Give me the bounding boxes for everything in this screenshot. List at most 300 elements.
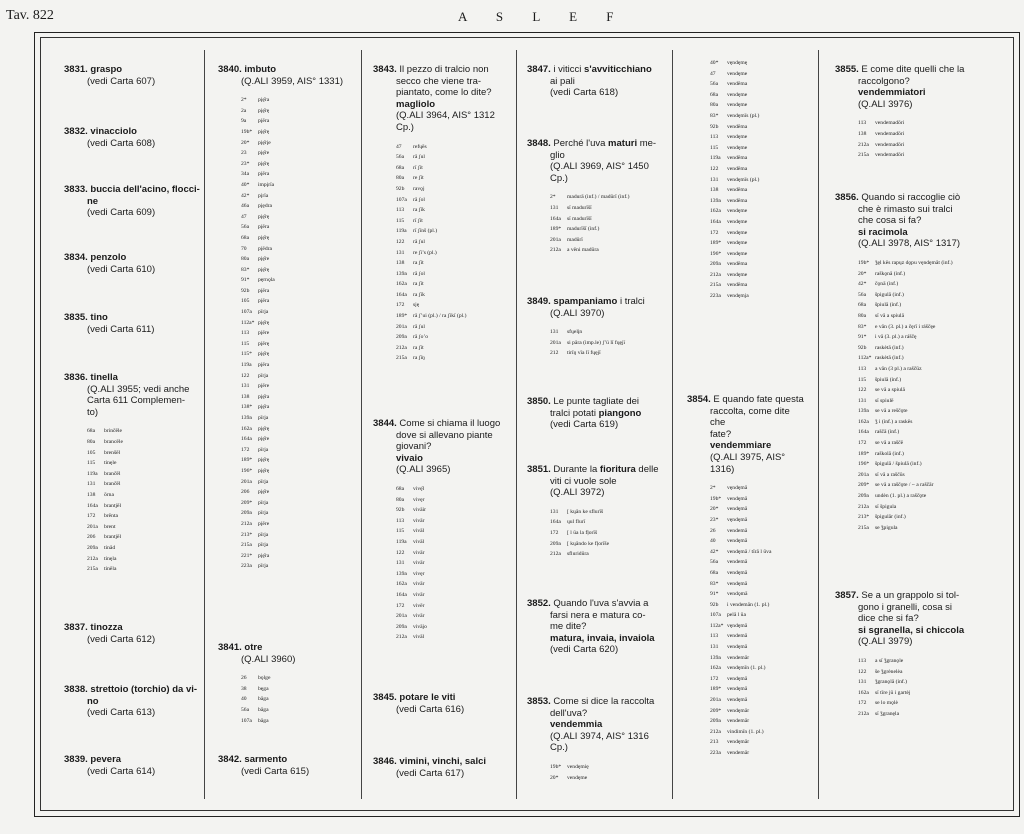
form-row (710, 727, 807, 738)
form-row (710, 143, 807, 154)
entry (64, 184, 204, 219)
dialect-form: špigulār (inf.) (875, 514, 906, 521)
locality-code: 209a (241, 510, 252, 517)
form-row (87, 479, 204, 490)
form-row (241, 318, 348, 329)
locality-code: 139a (396, 570, 407, 577)
locality-code: 221* (241, 552, 253, 559)
dialect-form: sï vā a raščūs (875, 471, 905, 478)
dialect-form: vendēma (727, 282, 748, 289)
dialect-form: sï vā a spiulā (875, 312, 905, 319)
entry-text: tralci potati piangono (550, 407, 642, 419)
dialect-form: pįę̄ra (258, 393, 270, 400)
entry-heading (527, 464, 659, 499)
entry-text: (vedi Carta 614) (87, 765, 156, 777)
dialect-form: raščā (inf.) (875, 429, 900, 436)
locality-code: 2a (241, 107, 247, 114)
dialect-form: pįērę (258, 340, 270, 347)
form-row (396, 184, 508, 195)
locality-code: 212a (710, 271, 721, 278)
entry-title-line (527, 598, 659, 610)
dialect-form: vendēma (727, 197, 748, 204)
dialect-form: pįę̄ra (258, 552, 270, 559)
entry (373, 418, 508, 643)
dialect-form: vendęme (727, 250, 748, 257)
dialect-form: rā ʃol (413, 196, 425, 203)
locality-code: 131 (396, 560, 405, 567)
entry-number: 3831. (64, 64, 88, 75)
dialect-form: pīrja (258, 510, 269, 517)
entry-number: 3832. (64, 126, 88, 137)
locality-code: 42* (241, 192, 250, 199)
entry-text: che è rimasto sui tralci (858, 203, 953, 215)
form-row (241, 424, 348, 435)
dialect-form: tirīŋ vīa lī fųęjī (567, 350, 601, 357)
form-row (710, 579, 807, 590)
locality-code: 201a (87, 523, 98, 530)
dialect-form: pįę̄rę (258, 160, 270, 167)
entry (64, 252, 204, 275)
dialect-form: i vā (3. pl.) a ráščę (875, 334, 917, 341)
entry-text: (Q.ALI 3979) (858, 636, 913, 648)
form-row (858, 269, 965, 280)
entry-heading (64, 252, 204, 275)
locality-code: 119a (87, 470, 98, 477)
locality-code: 91* (710, 591, 719, 598)
form-row (241, 116, 348, 127)
entry-number: 3843. (373, 64, 397, 75)
locality-code: 164a (396, 591, 407, 598)
locality-code: 34a (241, 171, 250, 178)
form-row (858, 523, 965, 534)
dialect-form: sï tīre jū i gartėj (875, 689, 911, 696)
form-row (396, 579, 508, 590)
locality-code: 172 (710, 675, 719, 682)
locality-code: 113 (858, 657, 867, 664)
form-row (396, 248, 508, 259)
form-row (241, 477, 348, 488)
form-row (858, 375, 965, 386)
locality-code: 138 (396, 260, 405, 267)
dialect-form: sï spiulē (875, 397, 894, 404)
dialect-form: vendēma (727, 165, 748, 172)
form-row (858, 656, 965, 667)
dialect-form: pįēre (258, 330, 270, 337)
form-row (710, 217, 807, 228)
locality-code: 113 (710, 633, 719, 640)
entry (218, 64, 348, 572)
entry-forms (858, 656, 965, 720)
locality-code: 196* (241, 467, 253, 474)
form-row (858, 491, 965, 502)
dialect-form: pįę̄rę (258, 319, 270, 326)
locality-code: 19b* (241, 128, 253, 135)
entry-title: Quando l'uva s'avvia a (553, 598, 649, 609)
dialect-form: se lo mǫlė (875, 700, 898, 707)
dialect-form: pįę̄re (258, 436, 270, 443)
entry-heading (64, 372, 204, 418)
form-row (396, 484, 508, 495)
form-row (710, 90, 807, 101)
form-row (858, 118, 965, 129)
entry-text: (vedi Carta 613) (87, 707, 156, 719)
locality-code: 56a (710, 559, 719, 566)
form-row (396, 216, 508, 227)
form-row (396, 205, 508, 216)
locality-code: 172 (396, 302, 405, 309)
locality-code: 209a (858, 493, 869, 500)
form-row (87, 490, 204, 501)
entry-number: 3853. (527, 696, 551, 707)
entry-keyword: magliolo (396, 98, 436, 110)
locality-code: 131 (241, 383, 250, 390)
entry-title: tino (90, 312, 108, 323)
form-row (241, 339, 348, 350)
locality-code: 164a (858, 429, 869, 436)
form-row (241, 705, 348, 716)
dialect-form: pīrja (258, 499, 269, 506)
form-row (87, 564, 204, 575)
form-row (396, 548, 508, 559)
dialect-form: sï špigula (875, 503, 897, 510)
form-row (550, 327, 659, 338)
dialect-form: vivār (413, 591, 425, 598)
dialect-form: [ kųāndo ke fļorīše (567, 540, 610, 547)
locality-code: 139a (710, 197, 721, 204)
entry-title-line (64, 312, 204, 324)
entry-title-bold: s'avviticchiano (584, 64, 652, 75)
locality-code: 113 (858, 365, 867, 372)
form-row (396, 163, 508, 174)
dialect-form: pįę̄ra (258, 97, 270, 104)
form-row (241, 498, 348, 509)
entry-text: Cp.) (396, 121, 414, 133)
entry (835, 590, 965, 720)
locality-code: 113 (858, 120, 867, 127)
entry-forms (241, 673, 348, 726)
entry (527, 396, 659, 431)
entry (218, 642, 348, 726)
entry-heading (64, 126, 204, 149)
dialect-form: vendēma (727, 81, 748, 88)
dialect-form: vendęme (727, 144, 748, 151)
locality-code: 122 (241, 372, 250, 379)
form-row (710, 504, 807, 515)
form-row (241, 360, 348, 371)
form-row (241, 413, 348, 424)
form-row (550, 507, 659, 518)
dialect-form: vendęme (727, 208, 748, 215)
dialect-form: ra ʃīt (413, 281, 424, 288)
entry (527, 296, 659, 359)
locality-code: 213* (241, 531, 253, 538)
dialect-form: brent (104, 523, 116, 530)
form-row (241, 201, 348, 212)
entry-heading (527, 696, 659, 754)
entry-heading (373, 692, 508, 715)
dialect-form: rā ʃul (413, 154, 425, 161)
entry-text: viti ci vuole sole (550, 475, 617, 487)
locality-code: 115 (396, 217, 405, 224)
locality-code: 212a (858, 141, 869, 148)
form-row (396, 505, 508, 516)
locality-code: 107a (241, 309, 252, 316)
form-row (87, 532, 204, 543)
locality-code: 164a (550, 215, 561, 222)
dialect-form: sï madurīšī (567, 215, 592, 222)
form-row (710, 568, 807, 579)
locality-code: 138* (241, 404, 253, 411)
entry-text: (vedi Carta 607) (87, 75, 156, 87)
entry-text: me dite? (550, 621, 587, 633)
dialect-form: a vēni madūra (567, 247, 599, 254)
form-row (858, 322, 965, 333)
entry (687, 58, 807, 302)
entry-text: raccolgono? (858, 75, 910, 87)
entry-title: graspo (90, 64, 123, 75)
locality-code: 42* (858, 281, 867, 288)
entry-title-line (527, 296, 659, 308)
locality-code: 201a (710, 697, 721, 704)
locality-code: 115* (241, 351, 252, 358)
dialect-form: brantjēl (104, 534, 122, 541)
entry-title: Il pezzo di tralcio non (399, 64, 489, 75)
locality-code: 209* (710, 707, 722, 714)
locality-code: 138 (710, 187, 719, 194)
form-row (241, 222, 348, 233)
form-row (710, 547, 807, 558)
dialect-form: rā ʃo’o (413, 334, 429, 341)
locality-code: 209* (241, 499, 253, 506)
locality-code: 212a (550, 551, 561, 558)
dialect-form: vendęme (727, 218, 748, 225)
entry-forms (87, 426, 204, 574)
dialect-form: vęndęmā (727, 485, 748, 492)
entry-title-line (373, 692, 508, 704)
dialect-form: tinād (104, 544, 116, 551)
locality-code: 9a (241, 118, 247, 125)
entry (64, 312, 204, 335)
locality-code: 131 (550, 329, 559, 336)
locality-code: 201a (550, 236, 561, 243)
locality-code: 215a (710, 282, 721, 289)
form-row (710, 483, 807, 494)
entry-title: otre (244, 642, 263, 653)
locality-code: 215a (858, 524, 869, 531)
dialect-form: vendęme (727, 240, 748, 247)
form-row (710, 280, 807, 291)
form-row (241, 694, 348, 705)
form-row (241, 508, 348, 519)
locality-code: 80a (396, 175, 405, 182)
dialect-form: a vān (3 pl.) a raščūz (875, 365, 922, 372)
entry-forms (858, 118, 965, 160)
form-row (710, 69, 807, 80)
form-row (858, 709, 965, 720)
form-row (241, 212, 348, 223)
form-row (396, 353, 508, 364)
page-number: Tav. 822 (6, 8, 54, 23)
dialect-form: rī ʃīnš (pl.) (413, 228, 438, 235)
locality-code: 38 (241, 685, 247, 692)
form-row (710, 674, 807, 685)
dialect-form: vendęmā (727, 697, 748, 704)
entry-number: 3846. (373, 756, 397, 767)
form-row (710, 557, 807, 568)
dialect-form: pįēra (258, 362, 270, 369)
dialect-form: pįę̄rįe (258, 139, 271, 146)
dialect-form: vendǫmā (727, 591, 748, 598)
entry-forms (396, 484, 508, 643)
entry-text: (vedi Carta 616) (396, 703, 465, 715)
dialect-form: refųēs (413, 143, 427, 150)
entry-title-line (835, 64, 965, 76)
form-row (396, 622, 508, 633)
dialect-form: pįēra (258, 118, 270, 125)
form-row (396, 632, 508, 643)
column-divider (672, 50, 673, 799)
dialect-form: vendęme (727, 229, 748, 236)
form-row (241, 286, 348, 297)
entry-forms (550, 327, 659, 359)
locality-code: 164a (241, 436, 252, 443)
form-row (87, 469, 204, 480)
dialect-form: tinēla (104, 566, 117, 573)
dialect-form: vendemā (727, 633, 748, 640)
form-row (710, 610, 807, 621)
locality-code: 209a (396, 334, 407, 341)
locality-code: 223a (710, 750, 721, 756)
form-row (858, 449, 965, 460)
entry-title-line (64, 64, 204, 76)
entry-title: penzolo (90, 252, 127, 263)
dialect-form: ōrna (104, 491, 114, 498)
form-row (241, 466, 348, 477)
locality-code: 122 (710, 165, 719, 172)
locality-code: 20* (241, 139, 250, 146)
entry (218, 754, 348, 777)
form-row (241, 561, 348, 572)
dialect-form: rā ʃul (413, 323, 425, 330)
dialect-form: re ʃīt (413, 175, 424, 182)
entry (835, 64, 965, 161)
locality-code: 92b (710, 123, 719, 130)
locality-code: 83* (710, 580, 719, 587)
form-row (396, 258, 508, 269)
dialect-form: ra ʃīt (413, 260, 424, 267)
form-row (858, 140, 965, 151)
entry-title-after: me- (637, 138, 657, 149)
locality-code: 91* (241, 277, 250, 284)
entry-number: 3840. (218, 64, 242, 75)
entry-number: 3845. (373, 692, 397, 703)
dialect-form: ǯ i (inf.) a raskës (875, 418, 913, 425)
form-row (710, 238, 807, 249)
form-row (396, 142, 508, 153)
dialect-form: rī ʃīt (413, 217, 423, 224)
locality-code: 201a (241, 478, 252, 485)
locality-code: 83* (858, 323, 867, 330)
locality-code: 131 (550, 508, 559, 515)
dialect-form: vindimīn (1. pl.) (727, 728, 764, 735)
locality-code: 112a* (858, 355, 872, 362)
form-row (550, 773, 659, 784)
form-row (710, 494, 807, 505)
dialect-form: vivār (413, 517, 425, 524)
dialect-form: rī ʃīt (413, 164, 423, 171)
dialect-form: ųul flurī (567, 519, 586, 526)
dialect-form: ravǫj (413, 185, 425, 192)
locality-code: 19b* (550, 763, 562, 770)
form-row (710, 536, 807, 547)
locality-code: 119a (241, 362, 252, 369)
form-row (550, 338, 659, 349)
form-row (241, 254, 348, 265)
entry-text: (Q.ALI 3976) (858, 98, 913, 110)
form-row (858, 290, 965, 301)
entry-title: Perché l'uva (553, 138, 609, 149)
dialect-form: vendęmię (567, 763, 589, 770)
entry-text: secco che viene tra- (396, 75, 482, 87)
entry-title: Se a un grappolo si tol- (861, 590, 960, 601)
form-row (710, 631, 807, 642)
form-row (87, 543, 204, 554)
form-row (241, 455, 348, 466)
entry-number: 3857. (835, 590, 859, 601)
dialect-form: vendęme (727, 134, 748, 141)
form-row (710, 621, 807, 632)
entry-keyword: vendemmiare (710, 440, 772, 452)
locality-code: 115 (87, 460, 96, 467)
locality-code: 162a (858, 418, 869, 425)
entry-heading (527, 64, 659, 99)
entry-title-line (218, 754, 348, 766)
locality-code: 83* (241, 266, 250, 273)
entry-text: glio (550, 149, 565, 161)
entry-text: raccolta, come dite che (710, 405, 790, 429)
form-row (241, 244, 348, 255)
form-row (241, 328, 348, 339)
locality-code: 189* (550, 226, 562, 233)
entry-text: (vedi Carta 609) (87, 207, 156, 219)
form-row (710, 185, 807, 196)
locality-code: 131 (710, 644, 719, 651)
entry-title-bold: fioritura (599, 464, 636, 475)
entry-heading (64, 312, 204, 335)
locality-code: 162a (710, 208, 721, 215)
locality-code: 213 (710, 739, 719, 746)
form-row (710, 684, 807, 695)
dialect-form: ǯęl kës rapųz dǫpu vęndęmāt (inf.) (875, 259, 953, 266)
form-row (87, 501, 204, 512)
entry-title: pevera (90, 754, 122, 765)
entry-heading (218, 754, 348, 777)
entry-forms (550, 762, 659, 783)
entry-title-line (64, 184, 204, 196)
locality-code: 2* (241, 97, 247, 104)
form-row (87, 522, 204, 533)
entry-text: (Q.ALI 3969, AIS° 1450 (550, 161, 649, 173)
dialect-form: rā ʃul (413, 238, 425, 245)
locality-code: 201a (858, 471, 869, 478)
form-row (87, 554, 204, 565)
entry-title: Quando si raccoglie ciò (861, 192, 961, 203)
form-row (550, 214, 659, 225)
locality-code: 47 (241, 213, 247, 220)
dialect-form: pįēdra (258, 245, 272, 252)
form-row (858, 396, 965, 407)
dialect-form: pįę̄re (258, 256, 270, 263)
